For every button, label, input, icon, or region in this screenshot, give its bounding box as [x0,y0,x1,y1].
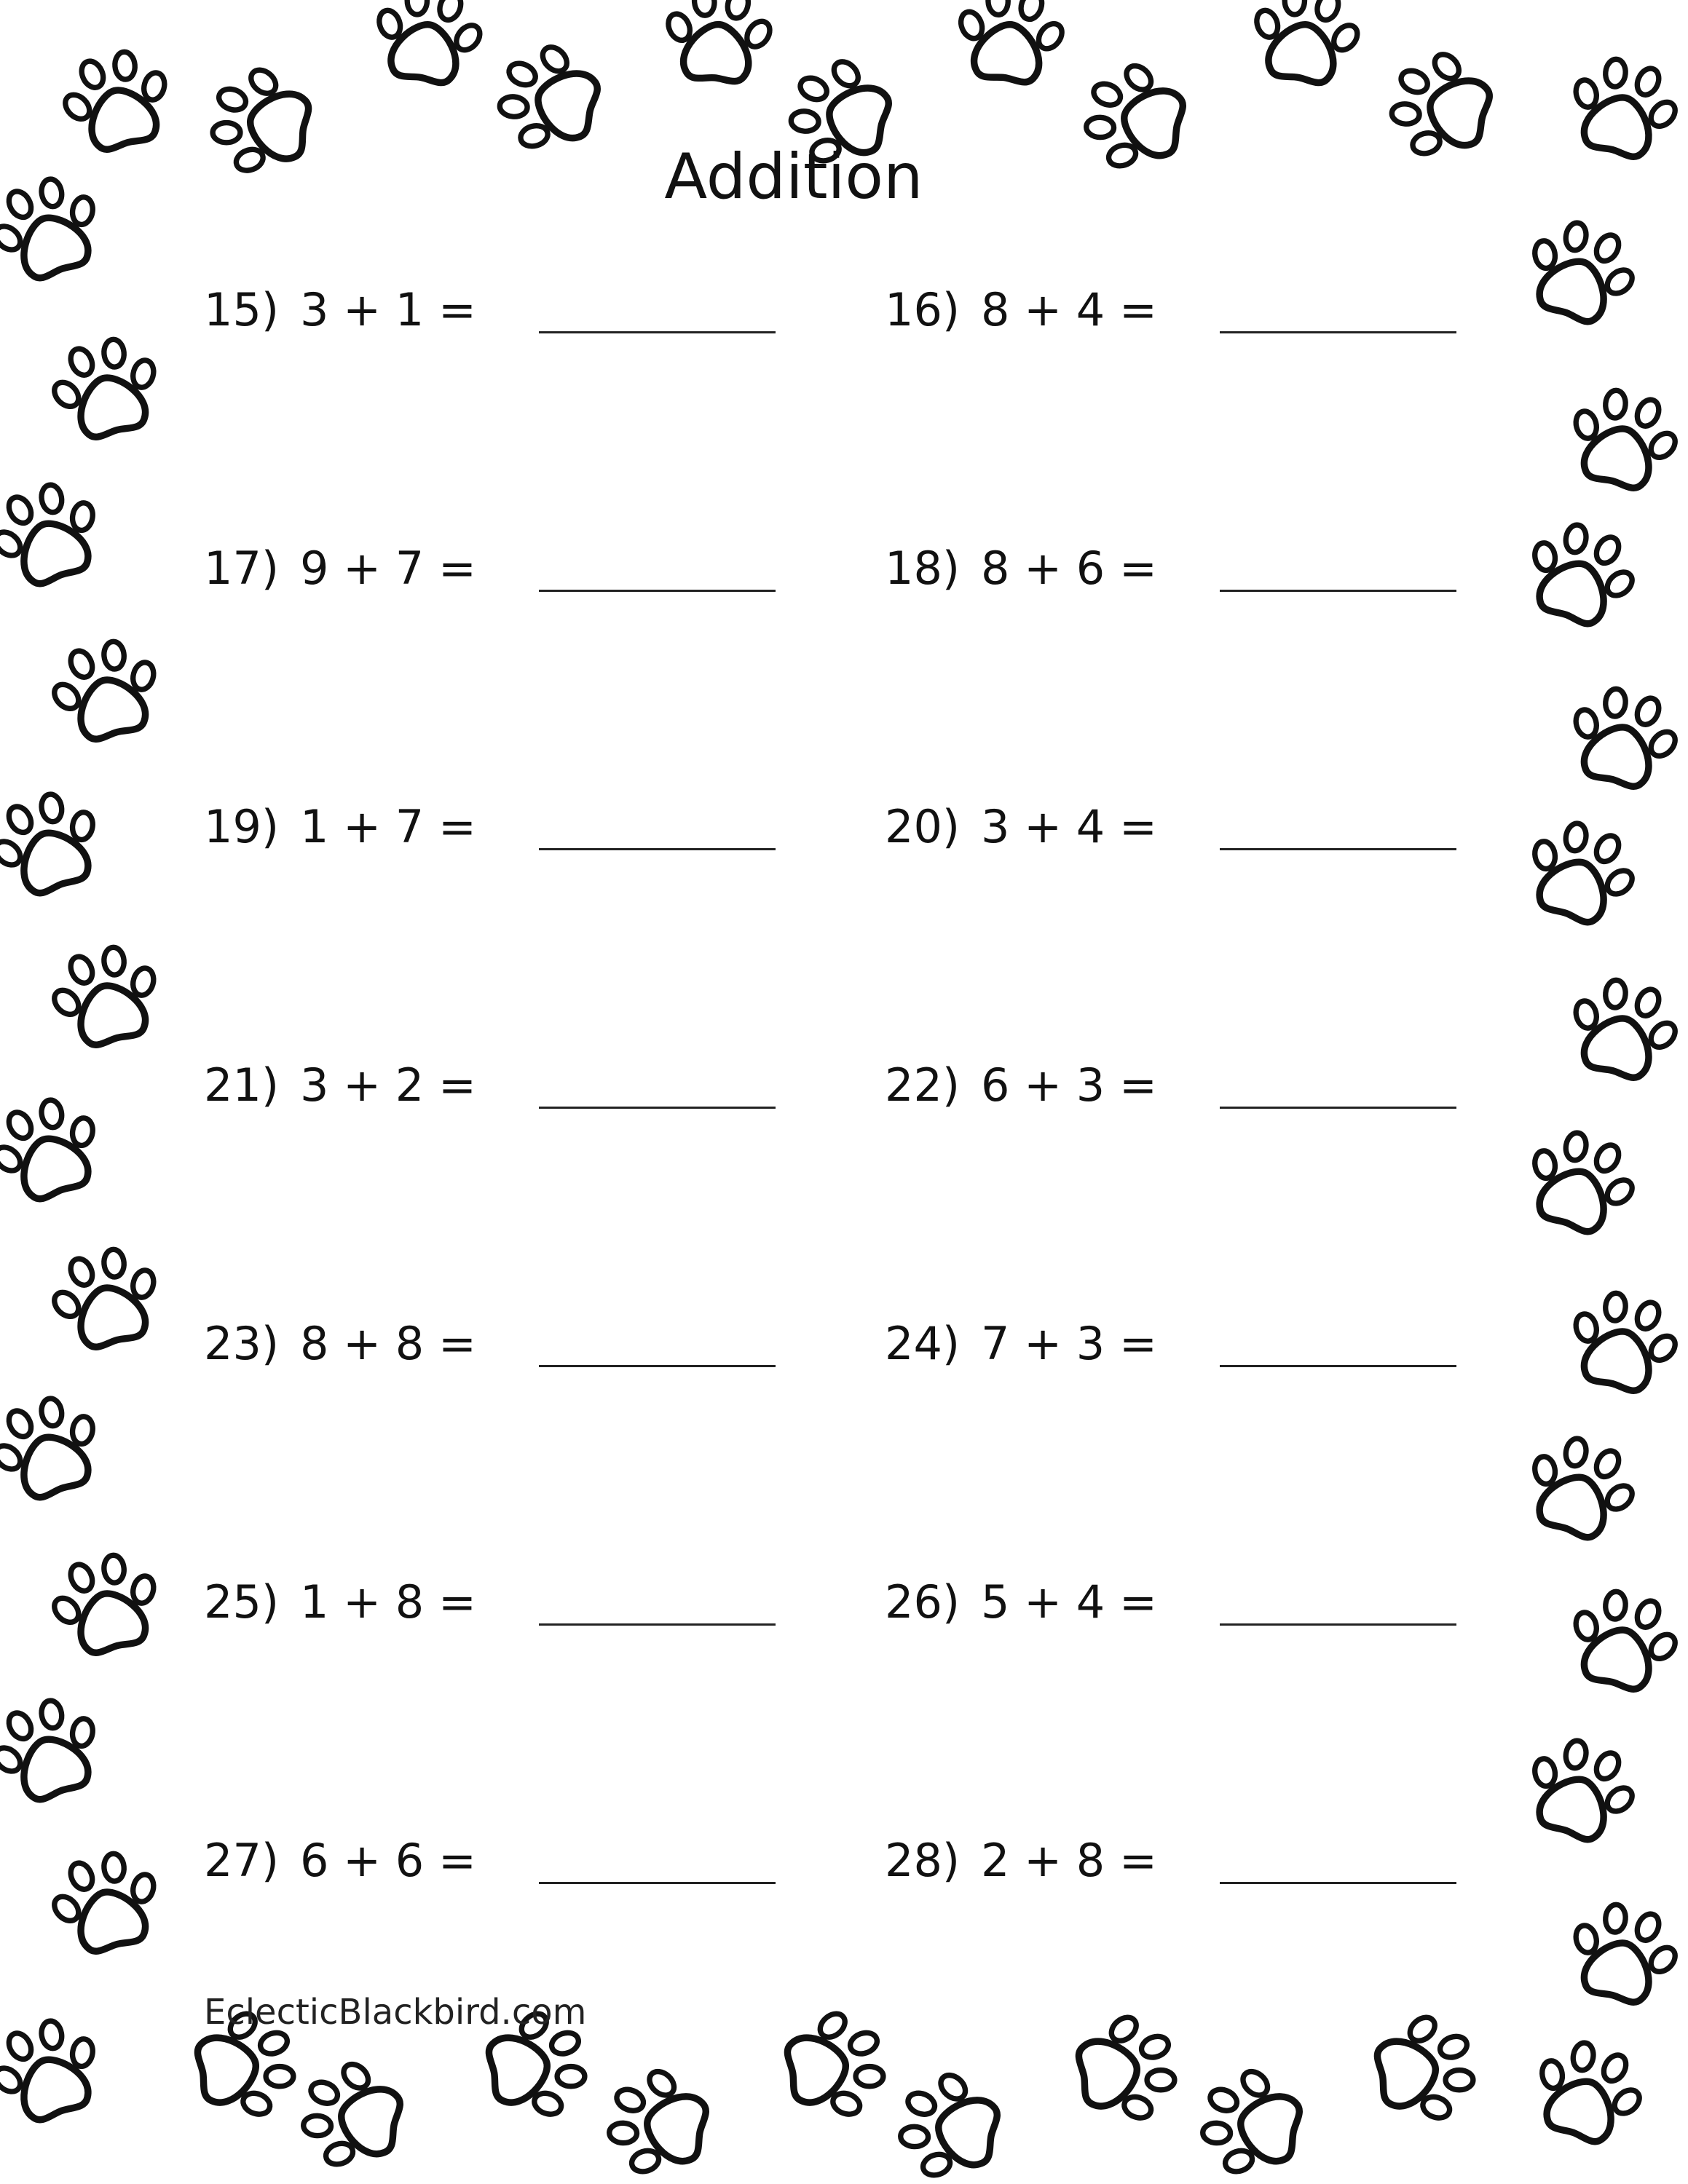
problem-number: 23) [204,1317,280,1370]
problem-number: 18) [885,542,961,595]
problem-number: 26) [885,1575,961,1629]
problem-item [204,283,786,353]
paw-print-icon [1244,0,1368,89]
problem-expression: 3 + 2 = [300,1059,476,1112]
problem-expression: 1 + 8 = [300,1575,476,1629]
paw-print-icon [41,936,171,1053]
problem-item [885,1317,1467,1387]
problem-expression: 6 + 3 = [981,1059,1157,1112]
problem-expression: 8 + 4 = [981,283,1157,336]
paw-print-icon [1558,969,1688,1086]
problem-expression: 6 + 6 = [300,1834,476,1887]
answer-blank[interactable] [539,848,776,850]
paw-print-icon [1521,2029,1656,2153]
paw-print-icon [1513,511,1649,636]
problem-number: 19) [204,800,280,853]
answer-blank[interactable] [1220,1365,1456,1367]
answer-blank[interactable] [1220,1623,1456,1626]
paw-print-icon [950,0,1072,87]
paw-print-icon [1558,379,1688,496]
paw-print-icon [1558,1580,1688,1698]
paw-print-icon [41,630,171,748]
problem-number: 20) [885,800,961,853]
paw-print-icon [1513,1727,1649,1851]
problem-item [885,283,1467,353]
problem-item [204,800,786,870]
answer-blank[interactable] [539,1107,776,1109]
answer-blank[interactable] [1220,331,1456,333]
problem-item [204,542,786,612]
paw-print-icon [660,0,778,84]
paw-print-icon [41,1544,171,1661]
paw-print-icon [1194,2060,1306,2184]
problem-number: 17) [204,542,280,595]
paw-print-icon [1513,1425,1649,1549]
paw-print-icon [0,1385,114,1509]
worksheet-title: Addition [664,141,923,213]
paw-print-icon [1073,2006,1183,2131]
paw-print-icon [0,1687,114,1811]
problem-item [204,1059,786,1128]
problem-number: 16) [885,283,961,336]
problem-expression: 5 + 4 = [981,1575,1157,1629]
problem-item [204,1834,786,1904]
paw-print-icon [1513,1119,1649,1243]
answer-blank[interactable] [1220,590,1456,592]
paw-print-icon [1558,1282,1688,1399]
problem-expression: 1 + 7 = [300,800,476,853]
footer-credit: EclecticBlackbird.com [204,1992,587,2033]
problem-expression: 8 + 8 = [300,1317,476,1370]
paw-print-icon [41,1238,171,1356]
problem-number: 25) [204,1575,280,1629]
problem-expression: 3 + 1 = [300,283,476,336]
paw-print-icon [1558,678,1688,795]
paw-print-icon [41,328,171,446]
problem-item [885,1575,1467,1645]
problem-number: 28) [885,1834,961,1887]
paw-print-icon [1513,209,1649,333]
answer-blank[interactable] [1220,1107,1456,1109]
paw-print-icon [1558,1894,1688,2011]
answer-blank[interactable] [539,590,776,592]
answer-blank[interactable] [1220,1882,1456,1884]
paw-print-icon [366,0,491,89]
problem-item [204,1317,786,1387]
answer-blank[interactable] [539,1882,776,1884]
problem-item [204,1575,786,1645]
paw-print-icon [294,2052,407,2180]
problem-expression: 7 + 3 = [981,1317,1157,1370]
answer-blank[interactable] [539,1365,776,1367]
paw-print-icon [0,1086,114,1211]
paw-print-icon [0,471,114,596]
answer-blank[interactable] [539,331,776,333]
answer-blank[interactable] [1220,848,1456,850]
paw-print-icon [1371,2006,1481,2131]
answer-blank[interactable] [539,1623,776,1626]
problem-expression: 2 + 8 = [981,1834,1157,1887]
paw-print-icon [0,780,114,905]
problem-number: 27) [204,1834,280,1887]
problem-number: 22) [885,1059,961,1112]
problem-item [885,542,1467,612]
problem-item [885,800,1467,870]
paw-print-icon [1513,810,1649,934]
paw-print-icon [600,2060,713,2184]
problem-item [885,1059,1467,1128]
problem-number: 24) [885,1317,961,1370]
problem-expression: 9 + 7 = [300,542,476,595]
paw-print-icon [489,33,606,164]
paw-print-icon [52,41,182,158]
problem-expression: 3 + 4 = [981,800,1157,853]
problem-number: 21) [204,1059,280,1112]
problem-item [885,1834,1467,1904]
paw-print-icon [781,2003,891,2127]
paw-print-icon [891,2063,1004,2184]
problem-number: 15) [204,283,280,336]
problem-expression: 8 + 6 = [981,542,1157,595]
paw-print-icon [0,2007,114,2132]
paw-print-icon [41,1843,171,1960]
